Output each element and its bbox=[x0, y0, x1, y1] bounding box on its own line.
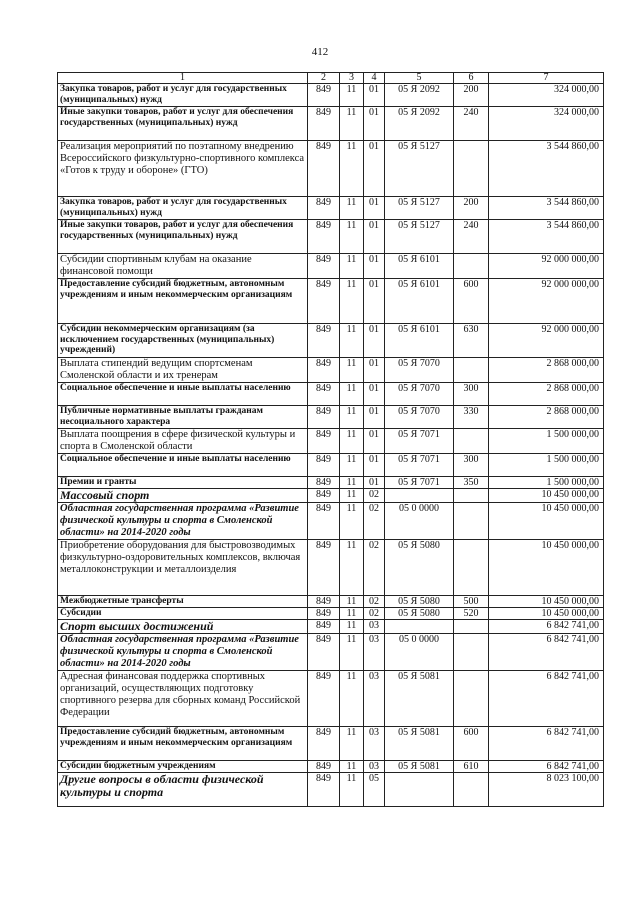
table-row bbox=[58, 107, 604, 141]
row-name-cell: Выплата поощрения в сфере физической культуры и спорта в Смоленской области bbox=[58, 429, 308, 454]
row-name-cell: Иные закупки товаров, работ и услуг для обеспечения государственных (муниципальных) нужд bbox=[58, 107, 308, 141]
row-subsection-cell: 01 bbox=[364, 84, 385, 107]
header-cell: 2 bbox=[308, 73, 340, 84]
row-type-cell: 240 bbox=[454, 107, 489, 141]
row-subsection-cell: 01 bbox=[364, 454, 385, 477]
row-section-cell: 11 bbox=[340, 503, 364, 540]
table-row bbox=[58, 383, 604, 406]
row-subsection-cell: 01 bbox=[364, 429, 385, 454]
row-section-cell: 11 bbox=[340, 84, 364, 107]
row-subsection-cell: 02 bbox=[364, 503, 385, 540]
row-type-cell bbox=[454, 503, 489, 540]
row-subsection-cell: 03 bbox=[364, 620, 385, 634]
row-target-cell: 05 Я 5080 bbox=[385, 540, 454, 596]
table-row bbox=[58, 727, 604, 761]
row-code-cell: 849 bbox=[308, 477, 340, 489]
row-amount-cell: 10 450 000,00 bbox=[489, 540, 604, 596]
table-row bbox=[58, 279, 604, 324]
row-target-cell: 05 Я 7071 bbox=[385, 477, 454, 489]
row-section-cell: 11 bbox=[340, 761, 364, 773]
row-section-cell: 11 bbox=[340, 773, 364, 807]
row-subsection-cell: 01 bbox=[364, 254, 385, 279]
row-code-cell: 849 bbox=[308, 406, 340, 429]
row-target-cell: 05 Я 7070 bbox=[385, 358, 454, 383]
row-target-cell: 05 Я 7070 bbox=[385, 383, 454, 406]
row-code-cell: 849 bbox=[308, 671, 340, 727]
table-row bbox=[58, 671, 604, 727]
row-amount-cell: 6 842 741,00 bbox=[489, 727, 604, 761]
row-type-cell: 600 bbox=[454, 727, 489, 761]
table-row bbox=[58, 477, 604, 489]
table-row bbox=[58, 761, 604, 773]
table-row bbox=[58, 254, 604, 279]
table-row bbox=[58, 141, 604, 197]
header-cell: 6 bbox=[454, 73, 489, 84]
row-name-cell: Приобретение оборудования для быстровозводимых физкультурно-оздоровительных комплексов, включая металлоконструкции и металлоизделия bbox=[58, 540, 308, 596]
row-code-cell: 849 bbox=[308, 634, 340, 671]
row-subsection-cell: 01 bbox=[364, 197, 385, 220]
row-target-cell: 05 0 0000 bbox=[385, 503, 454, 540]
row-code-cell: 849 bbox=[308, 608, 340, 620]
row-type-cell: 300 bbox=[454, 454, 489, 477]
row-subsection-cell: 05 bbox=[364, 773, 385, 807]
row-target-cell: 05 Я 5081 bbox=[385, 761, 454, 773]
row-amount-cell: 324 000,00 bbox=[489, 84, 604, 107]
row-amount-cell: 2 868 000,00 bbox=[489, 406, 604, 429]
row-code-cell: 849 bbox=[308, 220, 340, 254]
row-section-cell: 11 bbox=[340, 454, 364, 477]
row-amount-cell: 8 023 100,00 bbox=[489, 773, 604, 807]
row-name-cell: Субсидии бюджетным учреждениям bbox=[58, 761, 308, 773]
row-name-cell: Другие вопросы в области физической культуры и спорта bbox=[58, 773, 308, 807]
row-subsection-cell: 03 bbox=[364, 761, 385, 773]
row-code-cell: 849 bbox=[308, 429, 340, 454]
table-row bbox=[58, 489, 604, 503]
row-target-cell: 05 Я 5127 bbox=[385, 141, 454, 197]
row-subsection-cell: 01 bbox=[364, 324, 385, 358]
row-subsection-cell: 02 bbox=[364, 596, 385, 608]
row-section-cell: 11 bbox=[340, 406, 364, 429]
row-target-cell: 05 0 0000 bbox=[385, 634, 454, 671]
row-name-cell: Закупка товаров, работ и услуг для государственных (муниципальных) нужд bbox=[58, 84, 308, 107]
row-name-cell: Иные закупки товаров, работ и услуг для обеспечения государственных (муниципальных) нужд bbox=[58, 220, 308, 254]
table-row bbox=[58, 406, 604, 429]
row-amount-cell: 1 500 000,00 bbox=[489, 454, 604, 477]
row-name-cell: Межбюджетные трансферты bbox=[58, 596, 308, 608]
row-type-cell bbox=[454, 254, 489, 279]
row-type-cell bbox=[454, 358, 489, 383]
row-code-cell: 849 bbox=[308, 84, 340, 107]
page-number: 412 bbox=[311, 46, 329, 58]
row-amount-cell: 92 000 000,00 bbox=[489, 324, 604, 358]
row-name-cell: Премии и гранты bbox=[58, 477, 308, 489]
table-row bbox=[58, 773, 604, 807]
row-amount-cell: 10 450 000,00 bbox=[489, 489, 604, 503]
row-type-cell: 500 bbox=[454, 596, 489, 608]
row-code-cell: 849 bbox=[308, 107, 340, 141]
row-type-cell bbox=[454, 671, 489, 727]
row-target-cell: 05 Я 5081 bbox=[385, 671, 454, 727]
row-name-cell: Областная государственная программа «Развитие физической культуры и спорта в Смоленской области» на 2014-2020 годы bbox=[58, 503, 308, 540]
row-section-cell: 11 bbox=[340, 608, 364, 620]
row-code-cell: 849 bbox=[308, 197, 340, 220]
row-amount-cell: 3 544 860,00 bbox=[489, 197, 604, 220]
row-section-cell: 11 bbox=[340, 324, 364, 358]
row-amount-cell: 2 868 000,00 bbox=[489, 358, 604, 383]
row-section-cell: 11 bbox=[340, 141, 364, 197]
row-name-cell: Реализация мероприятий по поэтапному внедрению Всероссийского физкультурно-спортивного комплекса «Готов к труду и обороне» (ГТО) bbox=[58, 141, 308, 197]
row-type-cell: 200 bbox=[454, 197, 489, 220]
row-amount-cell: 10 450 000,00 bbox=[489, 608, 604, 620]
row-section-cell: 11 bbox=[340, 489, 364, 503]
row-target-cell: 05 Я 2092 bbox=[385, 107, 454, 141]
row-amount-cell: 3 544 860,00 bbox=[489, 220, 604, 254]
row-code-cell: 849 bbox=[308, 727, 340, 761]
row-type-cell: 600 bbox=[454, 279, 489, 324]
table-row bbox=[58, 503, 604, 540]
row-section-cell: 11 bbox=[340, 358, 364, 383]
row-amount-cell: 6 842 741,00 bbox=[489, 634, 604, 671]
row-target-cell: 05 Я 5081 bbox=[385, 727, 454, 761]
row-subsection-cell: 03 bbox=[364, 671, 385, 727]
row-code-cell: 849 bbox=[308, 489, 340, 503]
row-type-cell bbox=[454, 620, 489, 634]
row-section-cell: 11 bbox=[340, 279, 364, 324]
table-row bbox=[58, 596, 604, 608]
header-row bbox=[58, 73, 604, 84]
row-subsection-cell: 01 bbox=[364, 279, 385, 324]
row-type-cell: 300 bbox=[454, 383, 489, 406]
row-section-cell: 11 bbox=[340, 596, 364, 608]
row-subsection-cell: 03 bbox=[364, 634, 385, 671]
row-code-cell: 849 bbox=[308, 358, 340, 383]
row-section-cell: 11 bbox=[340, 727, 364, 761]
row-subsection-cell: 01 bbox=[364, 406, 385, 429]
row-code-cell: 849 bbox=[308, 596, 340, 608]
row-subsection-cell: 01 bbox=[364, 358, 385, 383]
row-name-cell: Социальное обеспечение и иные выплаты населению bbox=[58, 454, 308, 477]
table-body bbox=[58, 73, 604, 807]
row-type-cell: 350 bbox=[454, 477, 489, 489]
table-row bbox=[58, 220, 604, 254]
row-amount-cell: 10 450 000,00 bbox=[489, 503, 604, 540]
row-target-cell: 05 Я 6101 bbox=[385, 279, 454, 324]
row-amount-cell: 6 842 741,00 bbox=[489, 620, 604, 634]
row-amount-cell: 324 000,00 bbox=[489, 107, 604, 141]
row-name-cell: Субсидии некоммерческим организациям (за исключением государственных (муниципальных) учреждений) bbox=[58, 324, 308, 358]
header-cell: 3 bbox=[340, 73, 364, 84]
row-type-cell bbox=[454, 489, 489, 503]
table-row bbox=[58, 620, 604, 634]
row-target-cell bbox=[385, 773, 454, 807]
row-target-cell: 05 Я 2092 bbox=[385, 84, 454, 107]
row-amount-cell: 1 500 000,00 bbox=[489, 477, 604, 489]
row-name-cell: Публичные нормативные выплаты гражданам несоциального характера bbox=[58, 406, 308, 429]
table-row bbox=[58, 454, 604, 477]
row-type-cell bbox=[454, 773, 489, 807]
table-row bbox=[58, 429, 604, 454]
row-name-cell: Предоставление субсидий бюджетным, автономным учреждениям и иным некоммерческим организациям bbox=[58, 727, 308, 761]
row-code-cell: 849 bbox=[308, 141, 340, 197]
row-amount-cell: 1 500 000,00 bbox=[489, 429, 604, 454]
header-cell: 4 bbox=[364, 73, 385, 84]
row-section-cell: 11 bbox=[340, 671, 364, 727]
row-code-cell: 849 bbox=[308, 540, 340, 596]
row-type-cell bbox=[454, 429, 489, 454]
header-cell: 7 bbox=[489, 73, 604, 84]
row-section-cell: 11 bbox=[340, 429, 364, 454]
row-code-cell: 849 bbox=[308, 383, 340, 406]
row-code-cell: 849 bbox=[308, 773, 340, 807]
row-target-cell bbox=[385, 489, 454, 503]
row-amount-cell: 6 842 741,00 bbox=[489, 761, 604, 773]
row-type-cell: 330 bbox=[454, 406, 489, 429]
row-amount-cell: 92 000 000,00 bbox=[489, 279, 604, 324]
row-amount-cell: 10 450 000,00 bbox=[489, 596, 604, 608]
row-section-cell: 11 bbox=[340, 220, 364, 254]
row-type-cell bbox=[454, 634, 489, 671]
row-subsection-cell: 01 bbox=[364, 220, 385, 254]
row-subsection-cell: 01 bbox=[364, 383, 385, 406]
row-type-cell: 240 bbox=[454, 220, 489, 254]
row-type-cell: 610 bbox=[454, 761, 489, 773]
row-name-cell: Областная государственная программа «Развитие физической культуры и спорта в Смоленской области» на 2014-2020 годы bbox=[58, 634, 308, 671]
row-amount-cell: 92 000 000,00 bbox=[489, 254, 604, 279]
row-subsection-cell: 02 bbox=[364, 608, 385, 620]
table-row bbox=[58, 540, 604, 596]
row-section-cell: 11 bbox=[340, 540, 364, 596]
row-code-cell: 849 bbox=[308, 620, 340, 634]
table-row bbox=[58, 84, 604, 107]
row-subsection-cell: 01 bbox=[364, 141, 385, 197]
row-target-cell: 05 Я 5127 bbox=[385, 197, 454, 220]
row-amount-cell: 6 842 741,00 bbox=[489, 671, 604, 727]
row-section-cell: 11 bbox=[340, 197, 364, 220]
row-name-cell: Субсидии спортивным клубам на оказание финансовой помощи bbox=[58, 254, 308, 279]
row-type-cell: 520 bbox=[454, 608, 489, 620]
table-row bbox=[58, 197, 604, 220]
row-target-cell: 05 Я 6101 bbox=[385, 254, 454, 279]
row-code-cell: 849 bbox=[308, 254, 340, 279]
row-subsection-cell: 02 bbox=[364, 489, 385, 503]
table-row bbox=[58, 324, 604, 358]
row-target-cell: 05 Я 7071 bbox=[385, 454, 454, 477]
header-cell: 1 bbox=[58, 73, 308, 84]
row-name-cell: Массовый спорт bbox=[58, 489, 308, 503]
row-name-cell: Выплата стипендий ведущим спортсменам Смоленской области и их тренерам bbox=[58, 358, 308, 383]
row-type-cell bbox=[454, 540, 489, 596]
table-row bbox=[58, 358, 604, 383]
row-amount-cell: 3 544 860,00 bbox=[489, 141, 604, 197]
table-row bbox=[58, 634, 604, 671]
row-subsection-cell: 01 bbox=[364, 107, 385, 141]
row-code-cell: 849 bbox=[308, 454, 340, 477]
row-type-cell: 200 bbox=[454, 84, 489, 107]
row-type-cell bbox=[454, 141, 489, 197]
row-code-cell: 849 bbox=[308, 279, 340, 324]
row-section-cell: 11 bbox=[340, 634, 364, 671]
row-name-cell: Закупка товаров, работ и услуг для государственных (муниципальных) нужд bbox=[58, 197, 308, 220]
row-name-cell: Субсидии bbox=[58, 608, 308, 620]
row-section-cell: 11 bbox=[340, 620, 364, 634]
row-code-cell: 849 bbox=[308, 324, 340, 358]
row-target-cell: 05 Я 6101 bbox=[385, 324, 454, 358]
row-subsection-cell: 01 bbox=[364, 477, 385, 489]
row-code-cell: 849 bbox=[308, 503, 340, 540]
budget-table bbox=[57, 72, 604, 807]
row-amount-cell: 2 868 000,00 bbox=[489, 383, 604, 406]
row-name-cell: Социальное обеспечение и иные выплаты населению bbox=[58, 383, 308, 406]
row-target-cell: 05 Я 7071 bbox=[385, 429, 454, 454]
row-section-cell: 11 bbox=[340, 383, 364, 406]
row-code-cell: 849 bbox=[308, 761, 340, 773]
row-section-cell: 11 bbox=[340, 107, 364, 141]
row-subsection-cell: 02 bbox=[364, 540, 385, 596]
row-section-cell: 11 bbox=[340, 254, 364, 279]
row-type-cell: 630 bbox=[454, 324, 489, 358]
row-name-cell: Предоставление субсидий бюджетным, автономным учреждениям и иным некоммерческим организациям bbox=[58, 279, 308, 324]
row-subsection-cell: 03 bbox=[364, 727, 385, 761]
row-target-cell bbox=[385, 620, 454, 634]
table-row bbox=[58, 608, 604, 620]
row-section-cell: 11 bbox=[340, 477, 364, 489]
header-cell: 5 bbox=[385, 73, 454, 84]
row-name-cell: Адресная финансовая поддержка спортивных организаций, осуществляющих подготовку спортивного резерва для сборных команд Российской Федерации bbox=[58, 671, 308, 727]
row-target-cell: 05 Я 5080 bbox=[385, 596, 454, 608]
row-target-cell: 05 Я 5127 bbox=[385, 220, 454, 254]
row-target-cell: 05 Я 7070 bbox=[385, 406, 454, 429]
row-name-cell: Спорт высших достижений bbox=[58, 620, 308, 634]
row-target-cell: 05 Я 5080 bbox=[385, 608, 454, 620]
